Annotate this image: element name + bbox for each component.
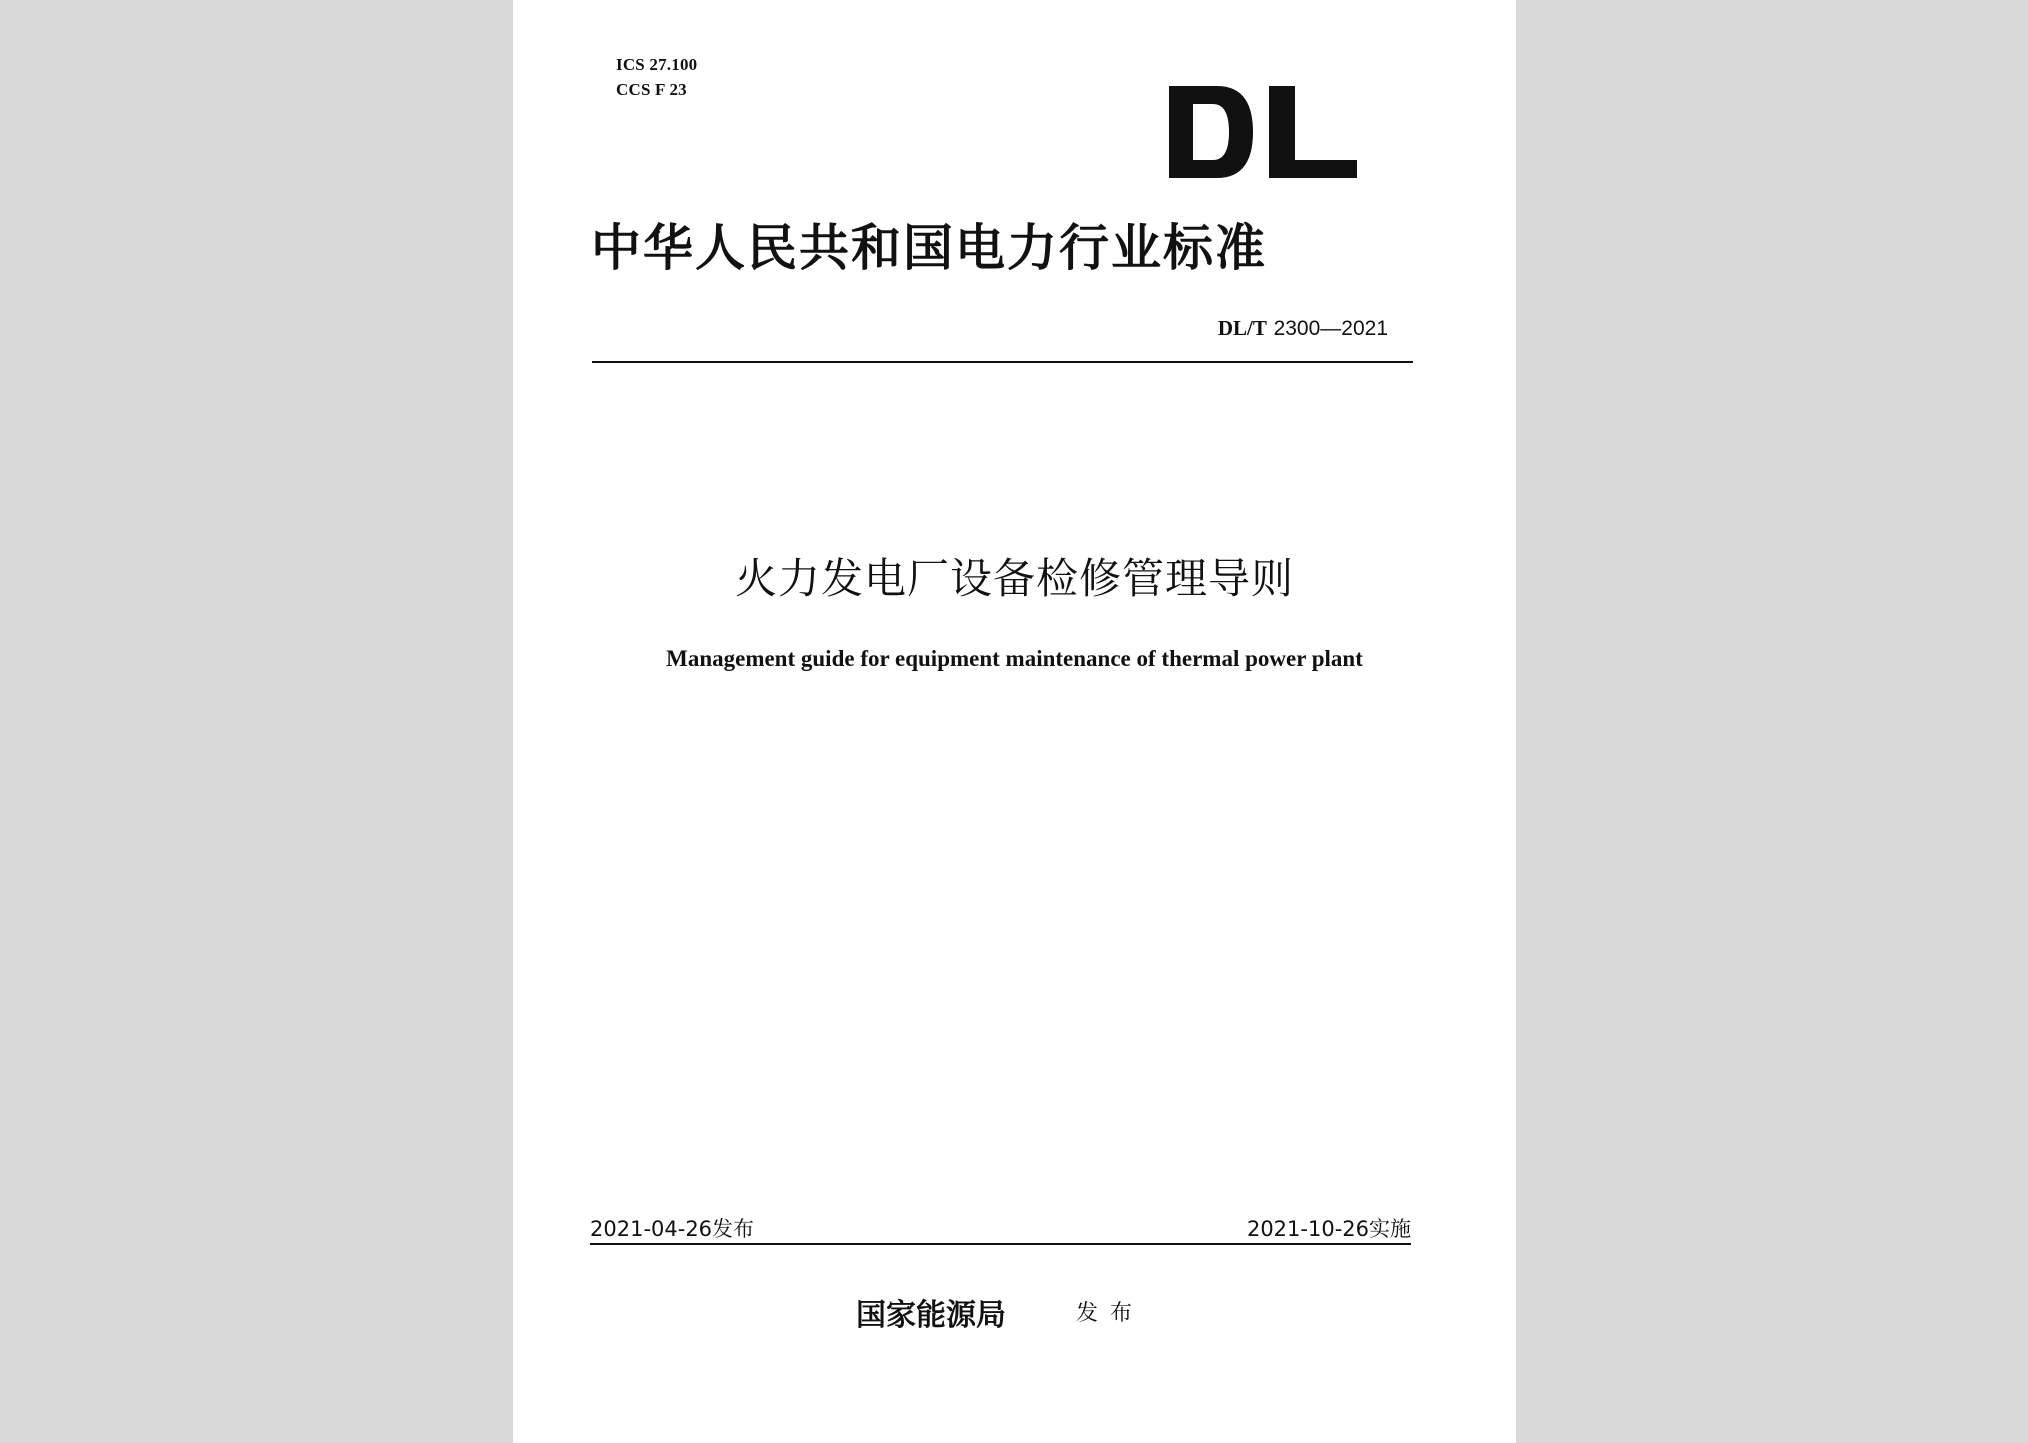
standard-number-value: 2300—2021	[1273, 317, 1388, 340]
implementation-date: 2021-10-26实施	[1246, 1217, 1411, 1241]
title-chinese: 火力发电厂设备检修管理导则	[734, 554, 1294, 603]
bottom-divider	[590, 1243, 1411, 1245]
document-page	[513, 0, 1516, 1443]
standard-number-prefix: DL/T	[1217, 316, 1267, 340]
dl-logo	[1165, 82, 1365, 182]
authority-title: 中华人民共和国电力行业标准	[591, 218, 1267, 277]
ccs-code: CCS F 23	[616, 80, 687, 99]
issuer-action: 发布	[1076, 1301, 1145, 1326]
ics-code: ICS 27.100	[616, 55, 698, 74]
top-divider	[592, 361, 1413, 363]
standard-number	[1218, 316, 1388, 341]
issuer-name: 国家能源局	[856, 1298, 1006, 1333]
title-english: Management guide for equipment maintenance of thermal power plant	[666, 646, 1363, 671]
issue-date: 2021-04-26发布	[590, 1217, 755, 1241]
